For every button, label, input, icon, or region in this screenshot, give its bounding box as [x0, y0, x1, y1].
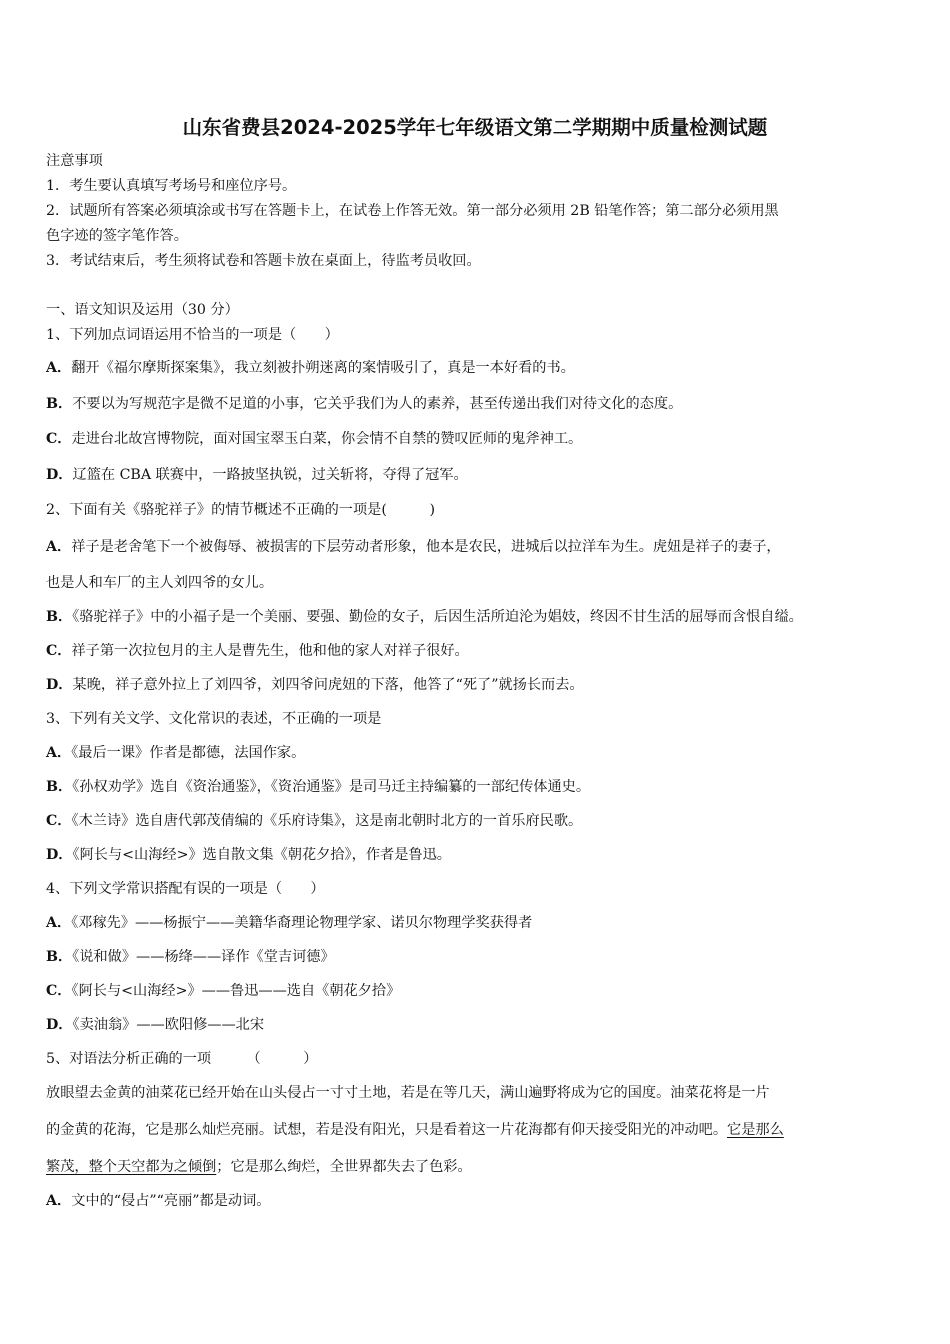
- question-stem: 3、下列有关文学、文化常识的表述，不正确的一项是: [46, 711, 382, 727]
- option-text: 《阿长与<山海经>》选自散文集《朝花夕拾》，作者是鲁迅。: [72, 847, 451, 863]
- option-letter: C．: [46, 983, 72, 999]
- option-letter: D．: [46, 1017, 73, 1033]
- option-letter: A．: [46, 539, 72, 555]
- notice-item: 1．考生要认真填写考场号和座位序号。: [46, 178, 297, 194]
- question-stem: 5、对语法分析正确的一项 （ ）: [46, 1051, 318, 1067]
- option-letter: B．: [46, 609, 73, 625]
- option-text: 辽篮在 CBA 联赛中，一路披坚执锐，过关斩将，夺得了冠军。: [72, 467, 468, 483]
- notice-item: 2．试题所有答案必须填涂或书写在答题卡上，在试卷上作答无效。第一部分必须用 2B 铅笔作答；第二部分必须用黑: [46, 203, 779, 219]
- option-letter: C．: [46, 431, 72, 447]
- passage-text: 的金黄的花海，它是那么灿烂亮丽。试想，若是没有阳光，只是看着这一片花海都有仰天接受阳光的冲动吧。: [46, 1122, 728, 1138]
- option-letter: B．: [46, 396, 73, 412]
- option-line: [46, 607, 803, 627]
- option-text: 祥子第一次拉包月的主人是曹先生，他和他的家人对祥子很好。: [71, 643, 469, 659]
- option-line: [46, 743, 305, 763]
- option-letter: D．: [46, 467, 73, 483]
- option-letter: B．: [46, 779, 73, 795]
- option-text: 《孙权劝学》选自《资治通鉴》，《资治通鉴》是司马迁主持编纂的一部纪传体通史。: [72, 779, 591, 795]
- option-text: 《最后一课》作者是都德，法国作家。: [71, 745, 306, 761]
- option-line: [46, 465, 468, 485]
- passage-line: 放眼望去金黄的油菜花已经开始在山头侵占一寸寸土地，若是在等几天，满山遍野将成为它的国度。油菜花将是一片: [46, 1085, 770, 1101]
- option-line: [46, 913, 532, 933]
- passage-line: [46, 1120, 784, 1140]
- page-title: 山东省费县2024-2025学年七年级语文第二学期期中质量检测试题: [182, 116, 768, 139]
- option-line: [46, 947, 335, 967]
- option-letter: A．: [46, 1193, 72, 1209]
- option-line: [46, 1191, 270, 1211]
- option-text: 《骆驼祥子》中的小福子是一个美丽、要强、勤俭的女子，后因生活所迫沦为娼妓，终因不甘生活的屈辱而含恨自缢。: [72, 609, 803, 625]
- option-letter: D．: [46, 847, 73, 863]
- option-line: [46, 394, 682, 414]
- underlined-text: 它是那么: [727, 1122, 784, 1138]
- option-text: 某晚，祥子意外拉上了刘四爷，刘四爷问虎妞的下落，他答了“死了”就扬长而去。: [72, 677, 584, 693]
- option-line: [46, 811, 582, 831]
- passage-text: ；它是那么绚烂，全世界都失去了色彩。: [216, 1159, 472, 1175]
- option-text: 《卖油翁》——欧阳修——北宋: [72, 1017, 265, 1033]
- notice-heading: 注意事项: [46, 153, 103, 169]
- option-text: 文中的“侵占”“亮丽”都是动词。: [71, 1193, 271, 1209]
- option-line: [46, 537, 781, 557]
- question-stem: 1、下列加点词语运用不恰当的一项是（ ）: [46, 327, 339, 343]
- option-line: [46, 981, 400, 1001]
- option-text: 《阿长与<山海经>》——鲁迅——选自《朝花夕拾》: [71, 983, 401, 999]
- option-text: 不要以为写规范字是微不足道的小事，它关乎我们为人的素养，甚至传递出我们对待文化的态度。: [72, 396, 683, 412]
- option-text: 翻开《福尔摩斯探案集》，我立刻被扑朔迷离的案情吸引了，真是一本好看的书。: [71, 360, 575, 376]
- option-line: [46, 777, 590, 797]
- question-stem: 4、下列文学常识搭配有误的一项是（ ）: [46, 881, 325, 897]
- option-letter: B．: [46, 949, 73, 965]
- option-continuation: 也是人和车厂的主人刘四爷的女儿。: [46, 575, 274, 591]
- option-text: 走进台北故宫博物院，面对国宝翠玉白菜，你会情不自禁的赞叹匠师的鬼斧神工。: [71, 431, 583, 447]
- notice-item: 3．考试结束后，考生须将试卷和答题卡放在桌面上，待监考员收回。: [46, 253, 481, 269]
- option-letter: C．: [46, 813, 72, 829]
- option-line: [46, 845, 451, 865]
- option-letter: A．: [46, 745, 72, 761]
- option-text: 《邓稼先》——杨振宁——美籍华裔理论物理学家、诺贝尔物理学奖获得者: [71, 915, 533, 931]
- underlined-text: 繁茂，整个天空都为之倾倒: [46, 1159, 217, 1175]
- option-letter: A．: [46, 915, 72, 931]
- option-text: 《木兰诗》选自唐代郭茂倩编的《乐府诗集》，这是南北朝时北方的一首乐府民歌。: [71, 813, 583, 829]
- option-line: [46, 429, 582, 449]
- option-line: [46, 641, 469, 661]
- option-text: 《说和做》——杨绛——译作《堂吉诃德》: [72, 949, 335, 965]
- question-stem: 2、下面有关《骆驼祥子》的情节概述不正确的一项是( ): [46, 502, 435, 518]
- passage-line: [46, 1157, 472, 1177]
- option-line: [46, 358, 575, 378]
- option-text: 祥子是老舍笔下一个被侮辱、被损害的下层劳动者形象，他本是农民，进城后以拉洋车为生。虎妞是祥子的妻子，: [71, 539, 781, 555]
- section-heading: 一、语文知识及运用（30 分）: [46, 302, 239, 318]
- option-letter: C．: [46, 643, 72, 659]
- option-line: [46, 675, 584, 695]
- option-line: [46, 1015, 264, 1035]
- notice-item: 色字迹的签字笔作答。: [46, 228, 188, 244]
- option-letter: A．: [46, 360, 72, 376]
- option-letter: D．: [46, 677, 73, 693]
